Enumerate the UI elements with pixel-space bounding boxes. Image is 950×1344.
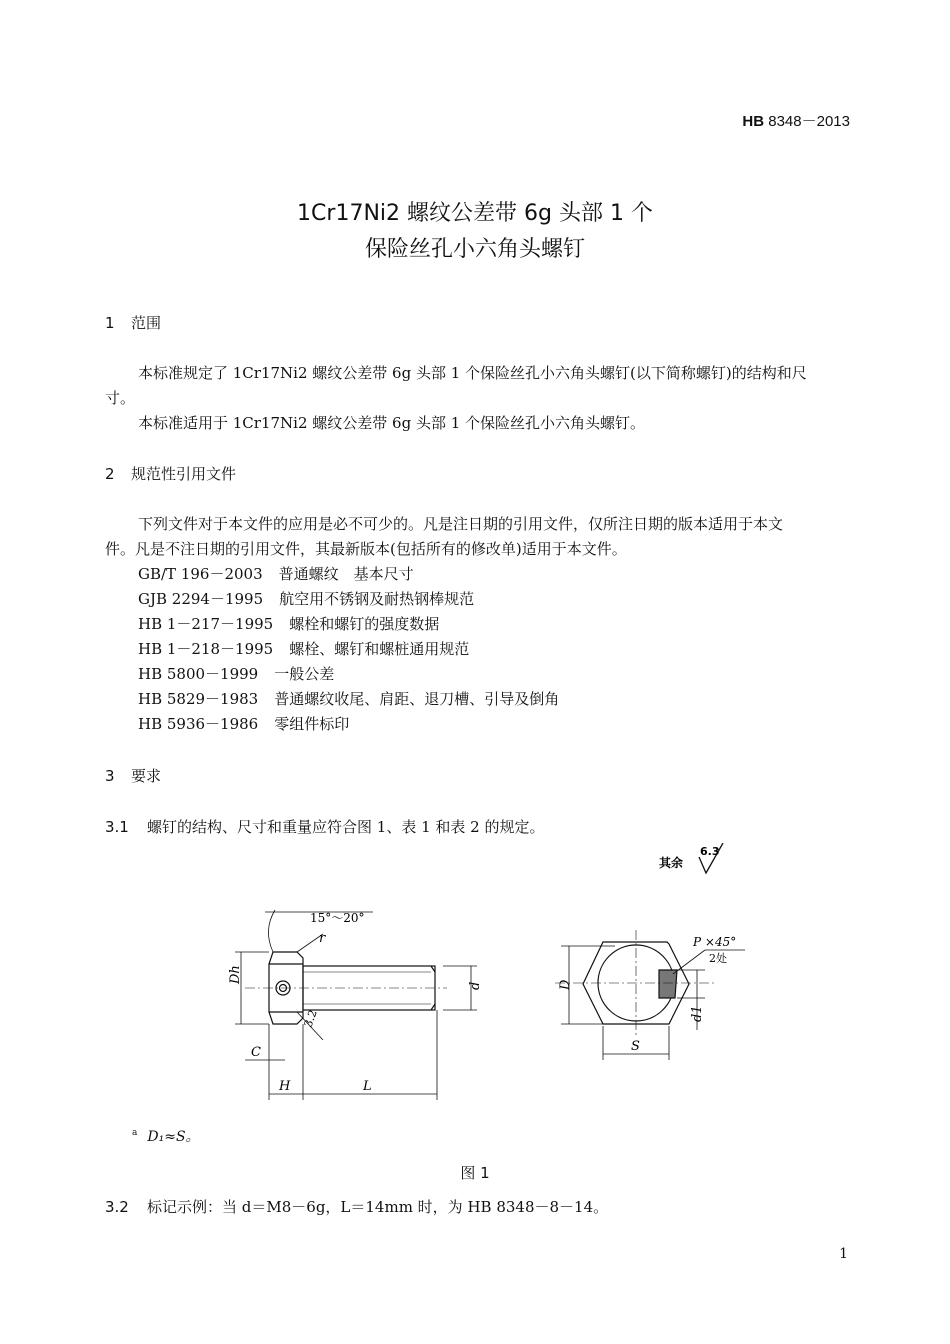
s2-paragraph-1-cont: 件。凡是不注日期的引用文件，其最新版本(包括所有的修改单)适用于本文件。	[105, 540, 627, 558]
across-flats-label: S	[631, 1039, 640, 1054]
reference-item	[138, 688, 559, 709]
reference-code: HB 1－218－1995	[138, 640, 274, 658]
roughness-label: 其余	[659, 856, 684, 870]
reference-code: GJB 2294－1995	[138, 590, 264, 608]
across-corners-label: D	[558, 979, 573, 990]
standard-code: 8348－2013	[768, 113, 850, 130]
thread-diameter-label: d	[468, 981, 483, 990]
reference-code: HB 5829－1983	[138, 690, 259, 708]
reference-code: HB 5936－1986	[138, 715, 259, 733]
clause-number: 3.1	[105, 818, 129, 836]
clause-3-1	[105, 816, 544, 837]
clause-3-2	[105, 1196, 608, 1217]
reference-title: 螺栓和螺钉的强度数据	[289, 615, 440, 633]
figure-1-drawing	[215, 900, 755, 1109]
reference-item	[138, 563, 414, 584]
screw-side-view	[245, 952, 447, 1024]
section-number: 2	[105, 465, 115, 483]
doc-title-line2: 保险丝孔小六角头螺钉	[364, 237, 585, 262]
section-title: 规范性引用文件	[131, 465, 237, 483]
head-diameter-label: Dh	[228, 965, 243, 984]
footnote-text: D₁≈S。	[147, 1129, 200, 1145]
c-dimension-label: C	[251, 1045, 261, 1060]
reference-title: 普通螺纹收尾、肩距、退刀槽、引导及倒角	[274, 690, 560, 708]
hole-diameter-label: d1	[690, 1005, 705, 1022]
s1-paragraph-1-cont: 寸。	[105, 389, 136, 407]
reference-title: 航空用不锈钢及耐热钢棒规范	[279, 590, 475, 608]
section-1-heading	[105, 312, 161, 333]
reference-title: 普通螺纹 基本尺寸	[278, 565, 414, 583]
clause-text: 螺钉的结构、尺寸和重量应符合图 1、表 1 和表 2 的规定。	[147, 818, 545, 836]
roughness-value: 6.3	[700, 845, 720, 858]
figure-footnote	[132, 1126, 200, 1146]
section-title: 范围	[131, 314, 162, 332]
s2-paragraph-1: 下列文件对于本文件的应用是必不可少的。凡是注日期的引用文件，仅所注日期的版本适用于本文	[138, 515, 784, 533]
footnote-mark: a	[132, 1128, 138, 1139]
reference-code: GB/T 196－2003	[138, 565, 263, 583]
head-roughness-label: 3.2	[301, 1008, 320, 1030]
reference-code: HB 5800－1999	[138, 665, 259, 683]
section-title: 要求	[131, 767, 162, 785]
reference-item	[138, 713, 349, 734]
doc-title-line1: 1Cr17Ni2 螺纹公差带 6g 头部 1 个	[297, 201, 653, 226]
radius-label: r	[319, 931, 326, 946]
standard-number	[742, 110, 850, 131]
reference-item	[138, 663, 334, 684]
reference-title: 螺栓、螺钉和螺桩通用规范	[289, 640, 470, 658]
figure-caption: 图 1	[460, 1164, 490, 1182]
chamfer-label: P ×45°	[693, 935, 737, 949]
s1-paragraph-1: 本标准规定了 1Cr17Ni2 螺纹公差带 6g 头部 1 个保险丝孔小六角头螺钉(以下简称螺钉)的结构和尺	[138, 364, 807, 382]
reference-item	[138, 588, 474, 609]
side-view-dimensions	[235, 910, 477, 1100]
clause-text: 标记示例：当 d＝M8－6g，L＝14mm 时，为 HB 8348－8－14。	[147, 1198, 609, 1216]
l-dimension-label: L	[363, 1079, 372, 1094]
angle-label: 15°～20°	[310, 911, 365, 925]
section-2-heading	[105, 463, 236, 484]
s1-paragraph-2: 本标准适用于 1Cr17Ni2 螺纹公差带 6g 头部 1 个保险丝孔小六角头螺钉。	[138, 414, 646, 432]
section-3-heading	[105, 765, 161, 786]
standard-prefix: HB	[742, 113, 765, 130]
chamfer-count-label: 2处	[709, 952, 727, 965]
section-number: 1	[105, 314, 115, 332]
reference-code: HB 1－217－1995	[138, 615, 274, 633]
reference-item	[138, 638, 469, 659]
reference-title: 一般公差	[274, 665, 335, 683]
page-number: 1	[839, 1246, 848, 1262]
reference-item	[138, 613, 439, 634]
roughness-symbol	[655, 843, 735, 887]
section-number: 3	[105, 767, 115, 785]
clause-number: 3.2	[105, 1198, 129, 1216]
h-dimension-label: H	[279, 1079, 291, 1094]
reference-title: 零组件标印	[274, 715, 350, 733]
